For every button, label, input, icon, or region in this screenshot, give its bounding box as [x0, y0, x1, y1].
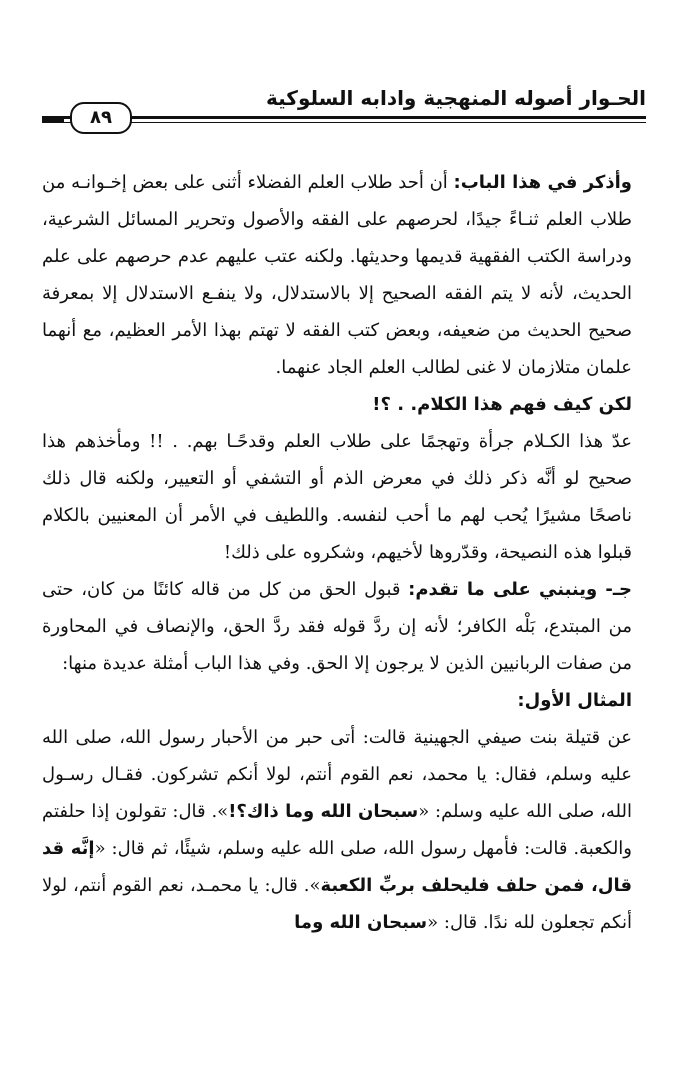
- hadith-quote: سبحان الله وما: [294, 912, 428, 933]
- hadith-text: عن قتيلة بنت صيفي الجهينية قالت: أتى حبر من الأحبار رسول الله، صلى الله عليه وسلم، فقال: يا محمد، نعم القوم أنتم، لولا أنكم تشركون. فقـال رسـول الله، صلى الله عليه وسلم: «: [42, 727, 632, 822]
- header-rule: [42, 116, 646, 123]
- paragraph-2: عدّ هذا الكـلام جرأة وتهجمًا على طلاب العلم وقدحًـا بهم. . !! ومأخذهم هذا صحيح لو أنَّه ذكر ذلك في معرض الذم أو التشفي أو التعيير، ولكنه قال ذلك ناصحًا مشيرًا يُحب لهم ما أحب لنفسه. واللطيف في الأمر أن المعنيين بالكلام قبلوا هذه النصيحة، وقدّروها لأخيهم، وشكروه على ذلك!: [42, 431, 632, 563]
- page-header: [42, 80, 646, 134]
- ornament-mark: [42, 116, 64, 122]
- hadith-text: ». قال: يا محمـد، نعم القوم أنتم، لولا أنكم تجعلون لله ندًا. قال: «: [42, 875, 632, 933]
- hadith-paragraph: [42, 719, 632, 941]
- page-number: ٨٩: [70, 102, 132, 134]
- hadith-quote: إنَّه قد قال، فمن حلف فليحلف بربِّ الكعبة: [42, 838, 632, 896]
- hadith-text: ». قال: تقولون إذا حلفتم والكعبة. قالت: فأمهل رسول الله، صلى الله عليه وسلم، شيئًا، ثم قال: «: [42, 801, 633, 859]
- paragraph-lead: وأذكر في هذا الباب:: [453, 172, 632, 193]
- question-heading: لكن كيف فهم هذا الكلام. . ؟!: [372, 394, 632, 415]
- paragraph-text: قبول الحق من كل من قاله كائنًا من كان، حتى من المبتدع، بَلْه الكافر؛ لأنه إن ردَّ قوله فقد ردَّ الحق، والإنصاف في المحاورة من صفات الربانيين الذين لا يرجون إلا الحق. وفي هذا الباب أمثلة عديدة منها:: [42, 579, 632, 674]
- paragraph-lead: جـ- وينبني على ما تقدم:: [408, 579, 633, 600]
- paragraph-3: [42, 571, 632, 682]
- hadith-quote: سبحان الله وما ذاك؟!: [228, 801, 419, 822]
- paragraph-text: أن أحد طلاب العلم الفضلاء أثنى على بعض إخـوانـه من طلاب العلم ثنـاءً جيدًا، لحرصهم على الفقه والأصول وتحرير المسائل الشرعية، ودراسة الكتب الفقهية قديمها وحديثها. ولكنه عتب عليهم عدم حرصهم على علم الحديث، لأنه لا يتم الفقه الصحيح إلا بالاستدلال، ولا ينفـع الاستدلال إلا بمعرفة صحيح الحديث من ضعيفه، وبعض كتب الفقه لا تهتم بهذا الأمر العظيم، مع أنهما علمان متلازمان لا غنى لطالب العلم الجاد عنهما.: [42, 172, 632, 378]
- running-title: الحـوار أصوله المنهجية وادابه السلوكية: [266, 86, 646, 110]
- body-text: [42, 164, 632, 941]
- example-heading: المثال الأول:: [517, 690, 632, 711]
- paragraph-1: [42, 164, 632, 386]
